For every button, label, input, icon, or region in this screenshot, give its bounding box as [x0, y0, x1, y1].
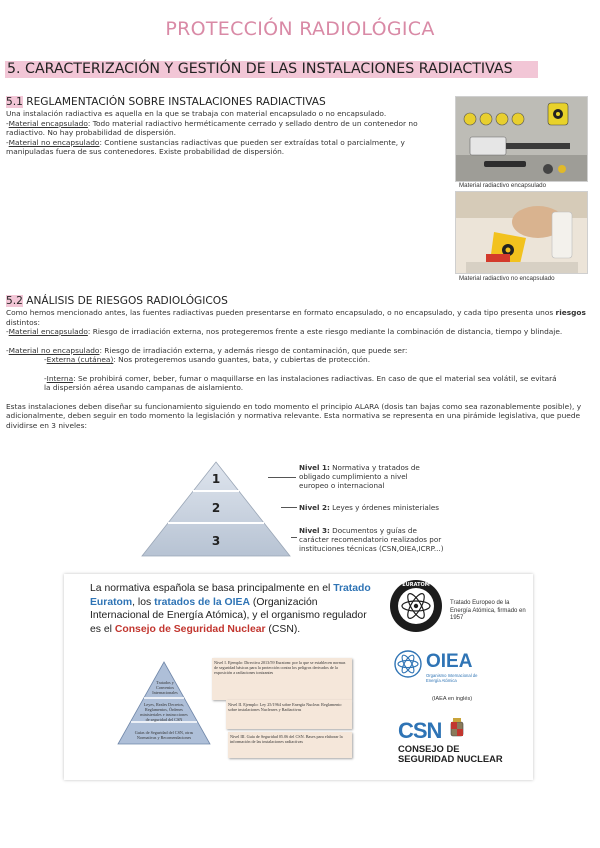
csn-name-line: CONSEJO DE — [398, 743, 460, 754]
subsection-5-2-heading — [6, 295, 228, 307]
text: distintos: — [6, 317, 40, 327]
term-label: Material encapsulado — [8, 327, 88, 336]
term-text: : Contiene sustancias radiactivas que pueden ser extraídas total o parcialmente, y manipuladas fuera de sus contenedores. Existe probabilidad de dispersión. — [6, 137, 405, 156]
text: (Organización Internacional de Energía Atómica), y el organismo regulador es el — [90, 596, 367, 635]
term-text: : Riesgo de irradiación externa, y además riesgo de contaminación, que puede ser: — [99, 345, 408, 355]
internal-contamination: -Interna: Se prohibirá comer, beber, fumar o maquillarse en las instalaciones radiactivas. En caso de que el material sea volátil, se evitará la dispersión aérea usando campanas de aislamiento. — [44, 373, 557, 392]
orbit — [398, 660, 418, 667]
level-box-3: Nivel III. Guía de Seguridad 05.06 del CSN. Bases para elaborar la información de las instalaciones radiactivas — [228, 732, 352, 758]
normativa-card — [64, 574, 533, 780]
caption-encapsulated: Material radiactivo encapsulado — [459, 182, 547, 189]
subsection-5-1-heading — [6, 96, 326, 108]
text: (CSN). — [265, 623, 301, 635]
term-label: Material encapsulado — [8, 118, 88, 128]
level-2-description — [299, 503, 459, 512]
csn-name-line: SEGURIDAD NUCLEAR — [398, 753, 503, 764]
photo-illustration — [456, 192, 587, 273]
csn-name — [398, 744, 503, 764]
highlight-csn: Consejo de Seguridad Nuclear — [114, 623, 266, 635]
level-text: Normativa y tratados de obligado cumplimiento a nivel europeo o internacional — [299, 463, 420, 490]
bold-term: riesgos — [555, 308, 586, 317]
non-encapsulated-definition: -Material no encapsulado: Contiene sustancias radiactivas que pueden ser extraídas total o parcialmente, y manipuladas fuera de sus contenedores. Existe probabilidad de dispersión. — [6, 137, 405, 156]
caption-non-encapsulated: Material radiactivo no encapsulado — [459, 275, 555, 282]
level-box-2: Nivel II. Ejemplo: Ley 25/1964 sobre Energía Nuclear. Reglamento sobre instalaciones Nucleares y Radiactivas — [226, 700, 352, 729]
pyramid-level-2: 2 — [211, 501, 221, 515]
non-encapsulated-risk: -Material no encapsulado: Riesgo de irradiación externa, y además riesgo de contaminación, que puede ser: — [6, 345, 408, 355]
external-contamination: -Externa (cutánea): Nos protegeremos usando guantes, bata, y cubiertas de protección. — [44, 355, 371, 364]
connector-line — [268, 477, 296, 478]
csn-wordmark: CSN — [398, 718, 442, 743]
subsection-number: 5.2 — [6, 295, 23, 307]
level-label: Nivel 2: — [299, 503, 330, 512]
level-text: Leyes y órdenes ministeriales — [329, 503, 439, 512]
subsection-number: 5.1 — [6, 96, 23, 108]
term-text: : Se prohibirá comer, beber, fumar o maquillarse en las instalaciones radiactivas. En caso de que el material sea volátil, se evitará la dispersión aérea usando campanas de aislamiento. — [44, 373, 557, 392]
term-text: : Riesgo de irradiación externa, nos protegeremos frente a este riesgo mediante la combinación de distancia, tiempo y blindaje. — [87, 327, 563, 336]
term-text: : Nos protegeremos usando guantes, bata, y cubiertas de protección. — [113, 355, 371, 364]
encapsulated-material-photo — [455, 96, 588, 182]
euratom-ring-text: EURATOM — [402, 582, 430, 588]
term-label: Interna — [46, 373, 74, 383]
intro-paragraph — [6, 308, 588, 327]
legislative-pyramid — [140, 460, 292, 558]
level-label: Nivel 1: — [299, 463, 330, 472]
level-box-1: Nivel I. Ejemplo: Directiva 2013/59 Euratom: por la que se establecen normas de seguridad básicas para la protección contra los peligros derivados de la exposición a radiaciones ionizantes — [212, 658, 352, 700]
connector-line — [281, 507, 297, 508]
oiea-wordmark: OIEA — [426, 651, 473, 672]
connector-line — [291, 537, 297, 538]
level-3-description — [299, 526, 449, 553]
intro-line: Una instalación radiactiva es aquella en la que se trabaja con material encapsulado o no encapsulado. — [6, 109, 387, 118]
emblem-circle — [395, 651, 421, 677]
highlight-oiea: tratados de la OIEA — [154, 596, 250, 608]
encapsulated-risk: -Material encapsulado: Riesgo de irradiación externa, nos protegeremos frente a este riesgo mediante la combinación de distancia, tiempo y blindaje. — [6, 327, 563, 336]
spanish-coat-of-arms-icon — [448, 718, 466, 740]
mini-pyramid-mid-label: Leyes, Reales Decretos, Reglamentos, Órdenes ministeriales e instrucciones de seguridad del CSN — [140, 702, 188, 722]
euratom-logo — [388, 578, 444, 634]
section-heading: 5. CARACTERIZACIÓN Y GESTIÓN DE LAS INSTALACIONES RADIACTIVAS — [5, 61, 538, 78]
pyramid-level-3: 3 — [211, 534, 221, 548]
highlight-euratom: Tratado Euratom — [90, 583, 371, 608]
alara-paragraph: Estas instalaciones deben diseñar su funcionamiento siguiendo en todo momento el principio ALARA (dosis tan bajas como sea razonablemente posible), y adicionalmente, deben seguir en todo momento la legislación y normativa relevante. Esta normativa se representa en una pirámide legislativa, que puede dividirse en 3 niveles: — [6, 401, 582, 430]
card-paragraph — [90, 582, 372, 636]
euratom-caption: Tratado Europeo de la Energía Atómica, firmado en 1957 — [450, 600, 526, 621]
term-label: Externa (cutánea) — [46, 355, 114, 364]
page-title: PROTECCIÓN RADIOLÓGICA — [165, 18, 435, 40]
term-label: Material no encapsulado — [8, 137, 100, 147]
subsection-title: ANÁLISIS DE RIESGOS RADIOLÓGICOS — [26, 295, 228, 307]
mini-pyramid-bottom-label: Guías de Seguridad del CSN, otras Normativas y Recomendaciones — [134, 730, 194, 740]
text: Como hemos mencionado antes, las fuentes radiactivas pueden presentarse en formato encapsulado, o no encapsulado, y cada tipo presenta unos — [6, 308, 556, 317]
oiea-emblem — [394, 650, 422, 678]
encapsulated-definition: -Material encapsulado: Todo material radiactivo herméticamente cerrado y sellado dentro de un contenedor no radiactivo. No hay probabilidad de dispersión. — [6, 118, 418, 137]
nucleus — [414, 604, 418, 608]
term-label: Material no encapsulado — [8, 345, 100, 355]
subsection-5-1-body — [6, 109, 446, 157]
non-encapsulated-material-photo — [455, 191, 588, 274]
term-text: : Todo material radiactivo herméticamente cerrado y sellado dentro de un contenedor no radiactivo. No hay probabilidad de dispersión. — [6, 118, 418, 137]
level-label: Nivel 3: — [299, 526, 330, 535]
text: La normativa española se basa principalmente en el — [90, 583, 334, 594]
oiea-subtitle: Organismo Internacional de Energía Atómica — [426, 673, 478, 683]
subsection-5-2-body — [6, 308, 588, 430]
text: , los — [132, 596, 155, 608]
mini-pyramid-top-label: Tratados y Convenios Internacionales — [152, 680, 178, 695]
level-text: Documentos y guías de carácter recomendatorio realizados por instituciones técnicas (CSN,OIEA,ICRP...) — [299, 526, 444, 553]
level-1-description — [299, 463, 425, 490]
photo-illustration — [456, 97, 587, 181]
oiea-caption: (IAEA en inglés) — [432, 696, 473, 702]
subsection-title: REGLAMENTACIÓN SOBRE INSTALACIONES RADIACTIVAS — [26, 96, 326, 108]
pyramid-level-1: 1 — [211, 472, 221, 486]
